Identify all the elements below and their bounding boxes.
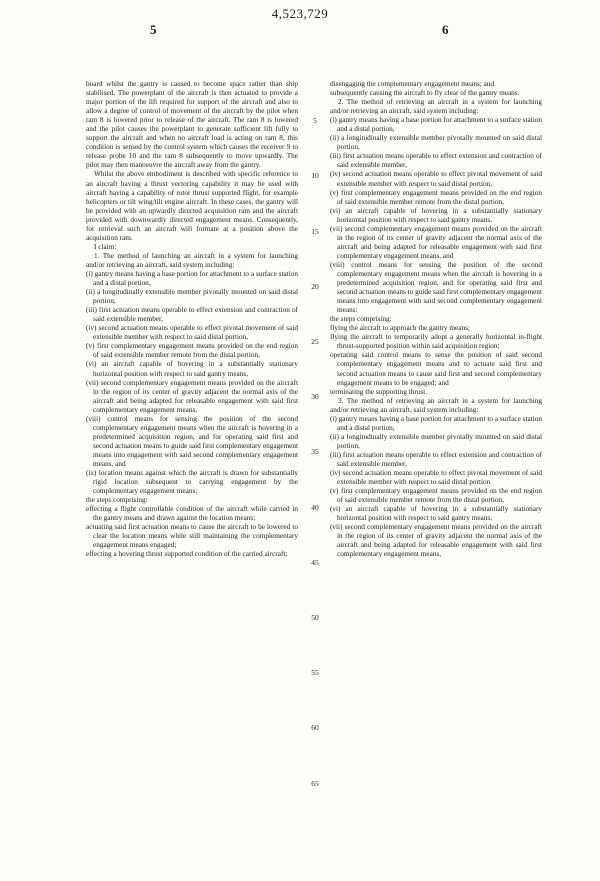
right-page-number: 6: [442, 22, 449, 37]
claim-element: (iv) second actuation means operable to effect pivotal movement of said extensible member with respect to said distal portion,: [330, 170, 542, 188]
claim-element: subsequently causing the aircraft to fly clear of the gantry means.: [330, 89, 520, 98]
claim-element: (ii) a longitudinally extensible member pivotally mounted on said distal portion,: [330, 134, 542, 152]
claim-element: (iii) first actuation means operable to effect extension and contraction of said extensible member,: [330, 450, 542, 468]
claim-element: (viii) control means for sensing the position of the second complementary engagement means when the aircraft is hovering in a predetermined acquisition region, and for operating said first and second actuation means to guide said first complementary engagement means into engagement with said second complementary engagement means, and: [86, 414, 298, 468]
line-number: 15: [311, 226, 319, 236]
claim-element: (i) gantry means having a base portion for attachment to a surface station and a distal portion,: [86, 269, 298, 288]
claim-element: operating said control means to sense the position of said second complementary engagement means and to actuate said first and second actuation means to cause said first and second complementary engagement means to be engaged; and: [330, 351, 542, 387]
paragraph: Whilst the above embodiment is described with specific reference to an aircraft having a thrust vectoring capability it may be used with aircraft having a capability of rotor thrust supported flight, for example helicopters or tilt wing/tilt engine aircraft. In these cases, the gantry will be provided with an upwardly directed acquisition ram and the aircraft provided with downwardly directed engagement means. Consequently, for retrieval such an aircraft will formate at a position above the acquisition ram.: [86, 170, 298, 242]
claim-element: (i) gantry means having a base portion for attachment to a surface station and a distal portion,: [330, 414, 542, 432]
line-number: 25: [311, 337, 319, 347]
claim-element: (vi) an aircraft capable of hovering in a substantially stationary horizontal position with respect to said gantry means,: [330, 206, 542, 224]
claim-element: (vii) second complementary engagement means provided on the aircraft in the region of its center of gravity adjacent the normal axis of the aircraft and being adapted for releasable engagement with said first complementary engagement means,: [86, 378, 298, 414]
claim-element: (iv) second actuation means operable to effect pivotal movement of said extensible member with respect to said distal portion: [330, 469, 542, 487]
paragraph: board whilst the gantry is caused to become space rather than ship stabilised. The powerplant of the aircraft is then actuated to provide a major portion of the lift required for support of the aircraft and also to allow a degree of control of movement of the aircraft by the pilot when ram 8 is lowered prior to release of the aircraft. The ram 8 is lowered and the pilot causes the powerplant to generate sufficient lift fully to support the aircraft and when no aircraft load is acting on ram 8, this condition is sensed by the control system which causes the receiver 9 to release probe 10 and the ram 8 subsequently to move upwardly. The pilot may then manoeuvre the aircraft away from the gantry.: [86, 80, 298, 170]
claim-element: (ii) a longitudinally extensible member pivotally mounted on said distal portion,: [330, 432, 542, 450]
line-number: 20: [311, 281, 319, 291]
paragraph: terminating the supporting thrust.: [330, 387, 428, 396]
line-number: 60: [311, 723, 319, 733]
line-number: 40: [311, 502, 319, 512]
claim-element: (iii) first actuation means operable to effect extension and contraction of said extensible member,: [330, 152, 542, 170]
claim-element: actuating said first actuation means to cause the aircraft to be lowered to clear the location means while still maintaining the complementary engagement means engaged;: [86, 523, 298, 550]
claim-element: (iii) first actuation means operable to effect extension and contraction of said extensible member,: [86, 306, 298, 324]
left-text-column: [86, 80, 298, 870]
claim-element: (i) gantry means having a base portion for attachment to a surface station and a distal portion,: [330, 116, 542, 134]
claim-element: (vii) second complementary engagement means provided on the aircraft in the region of its center of gravity adjacent the normal axis of the aircraft and being adapted for releasable engagement with said first complementary engagement means,: [330, 523, 542, 559]
claim-element: (vi) an aircraft capable of hovering in a substantially stationary horizontal position with respect to said gantry means,: [330, 505, 542, 523]
claim-element: (v) first complementary engagement means provided on the end region of said extensible member remote from the distal portion,: [86, 342, 298, 360]
line-number: 30: [311, 392, 319, 402]
paragraph: 2. The method of retrieving an aircraft in a system for launching and/or retrieving an aircraft, said system including:: [330, 98, 542, 116]
claim-element: (vii) second complementary engagement means provided on the aircraft in the region of its center of gravity adjacent the normal axis of the aircraft and being adapted for releasable engagement with said first complementary engagement means, and: [330, 224, 542, 260]
claim-element: (v) first complementary engagement means provided on the end region of said extensible member remote from the distal portion,: [330, 188, 542, 206]
paragraph: I claim:: [94, 242, 117, 251]
patent-number: 4,523,729: [271, 6, 329, 21]
line-number: 65: [311, 778, 319, 788]
claim-element: (ii) a longitudinally extensible member pivotally mounted on said distal portion,: [86, 288, 298, 306]
claim-element: flying the aircraft to temporarily adopt a generally horizontal in-flight thrust-supported position within said acquisition region;: [330, 333, 542, 351]
claim-element: (ix) location means against which the aircraft is drawn for substantially rigid location subsequent to carrying engagement by the complementary engagement means:: [86, 469, 298, 496]
claim-element: (vi) an aircraft capable of hovering in a substantially stationary horizontal position with respect to said gantry means,: [86, 360, 298, 378]
claim-element: (v) first complementary engagement means provided on the end region of said extensible member remote from the distal portion,: [330, 487, 542, 505]
claim-element: (iv) second actuation means operable to effect pivotal movement of said extensible member with respect to said distal portion,: [86, 324, 298, 342]
paragraph: 3. The method of retrieving an aircraft in a system for launching and/or retrieving an aircraft, said system including:: [330, 396, 542, 414]
line-number: 55: [311, 668, 319, 678]
claim-element: (viii) control means for sensing the position of the second complementary engagement means when the aircraft is hovering in a predetermined acquisition region, and for operating said first and second actuation means to guide said first complementary engagement means into engagement with said second complementary engagement means:: [330, 260, 542, 315]
line-number: 35: [311, 447, 319, 457]
paragraph: the steps comprising:: [86, 496, 148, 505]
claim-element: effecting a hovering thrust supported condition of the carried aircraft;: [86, 550, 288, 559]
paragraph: 1. The method of launching an aircraft in a system for launching and/or retrieving an aircraft, said system including:: [86, 251, 298, 269]
paragraph: the steps comprising:: [330, 315, 392, 324]
claim-element: disengaging the complementary engagement means; and: [330, 80, 495, 88]
line-number: 10: [311, 171, 319, 181]
right-text-column: [330, 80, 542, 870]
line-number: 45: [311, 557, 319, 567]
claim-element: effecting a flight controllable condition of the aircraft while carried in the gantry means and drawn against the location means;: [86, 505, 298, 523]
line-number: 50: [311, 613, 319, 623]
line-number: 5: [313, 116, 317, 126]
left-page-number: 5: [150, 22, 157, 37]
page-header: [0, 0, 600, 80]
paragraph: flying the aircraft to approach the gantry means;: [330, 324, 470, 333]
